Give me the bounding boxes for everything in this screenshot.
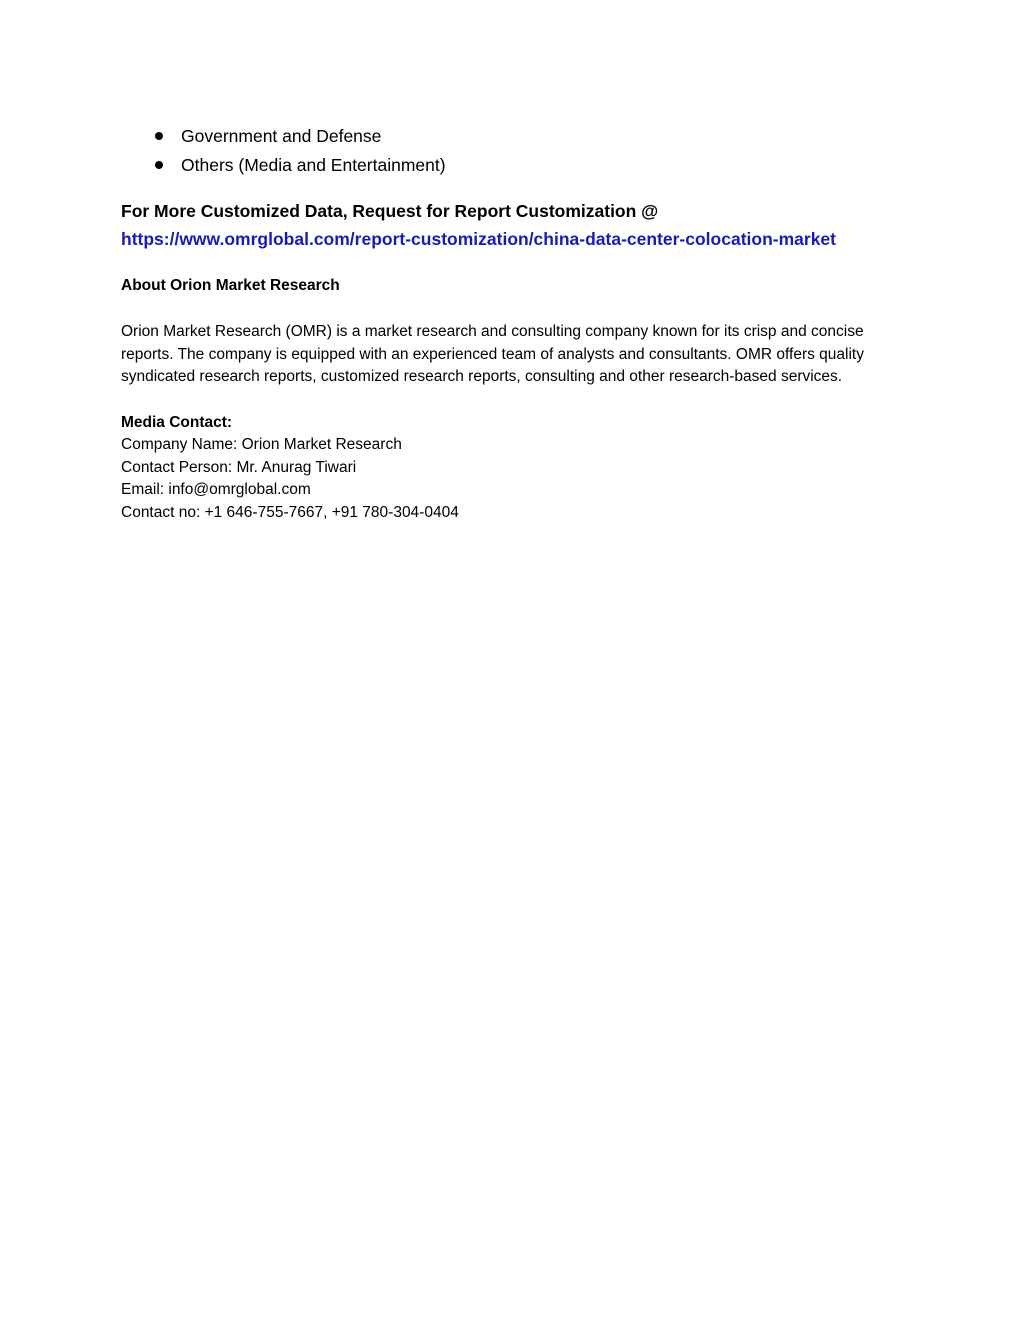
bullet-item	[121, 151, 911, 180]
contact-person: Contact Person: Mr. Anurag Tiwari	[121, 458, 357, 476]
media-contact-heading: Media Contact:	[121, 413, 233, 431]
about-paragraph: Orion Market Research (OMR) is a market research and consulting company known for its crisp and concise reports. The company is equipped with an experienced team of analysts and consultants. OMR offers quality syndicated research reports, customized research reports, consulting and other research-based services.	[121, 323, 864, 385]
bullet-item	[121, 122, 911, 151]
contact-phone: Contact no: +1 646-755-7667, +91 780-304-0404	[121, 503, 459, 521]
bullet-text: Others (Media and Entertainment)	[181, 155, 446, 175]
cta-text: For More Customized Data, Request for Report Customization @	[121, 201, 659, 221]
contact-email: Email: info@omrglobal.com	[121, 481, 311, 498]
bullet-dot-icon	[155, 161, 163, 169]
about-heading: About Orion Market Research	[121, 277, 340, 294]
contact-company: Company Name: Orion Market Research	[121, 436, 402, 453]
customization-link[interactable]: https://www.omrglobal.com/report-customization/china-data-center-colocation-market	[121, 229, 836, 249]
segment-bullet-list	[121, 122, 911, 180]
bullet-text: Government and Defense	[181, 126, 382, 146]
page-content	[121, 122, 911, 524]
bullet-dot-icon	[155, 132, 163, 140]
customization-cta	[121, 197, 911, 253]
